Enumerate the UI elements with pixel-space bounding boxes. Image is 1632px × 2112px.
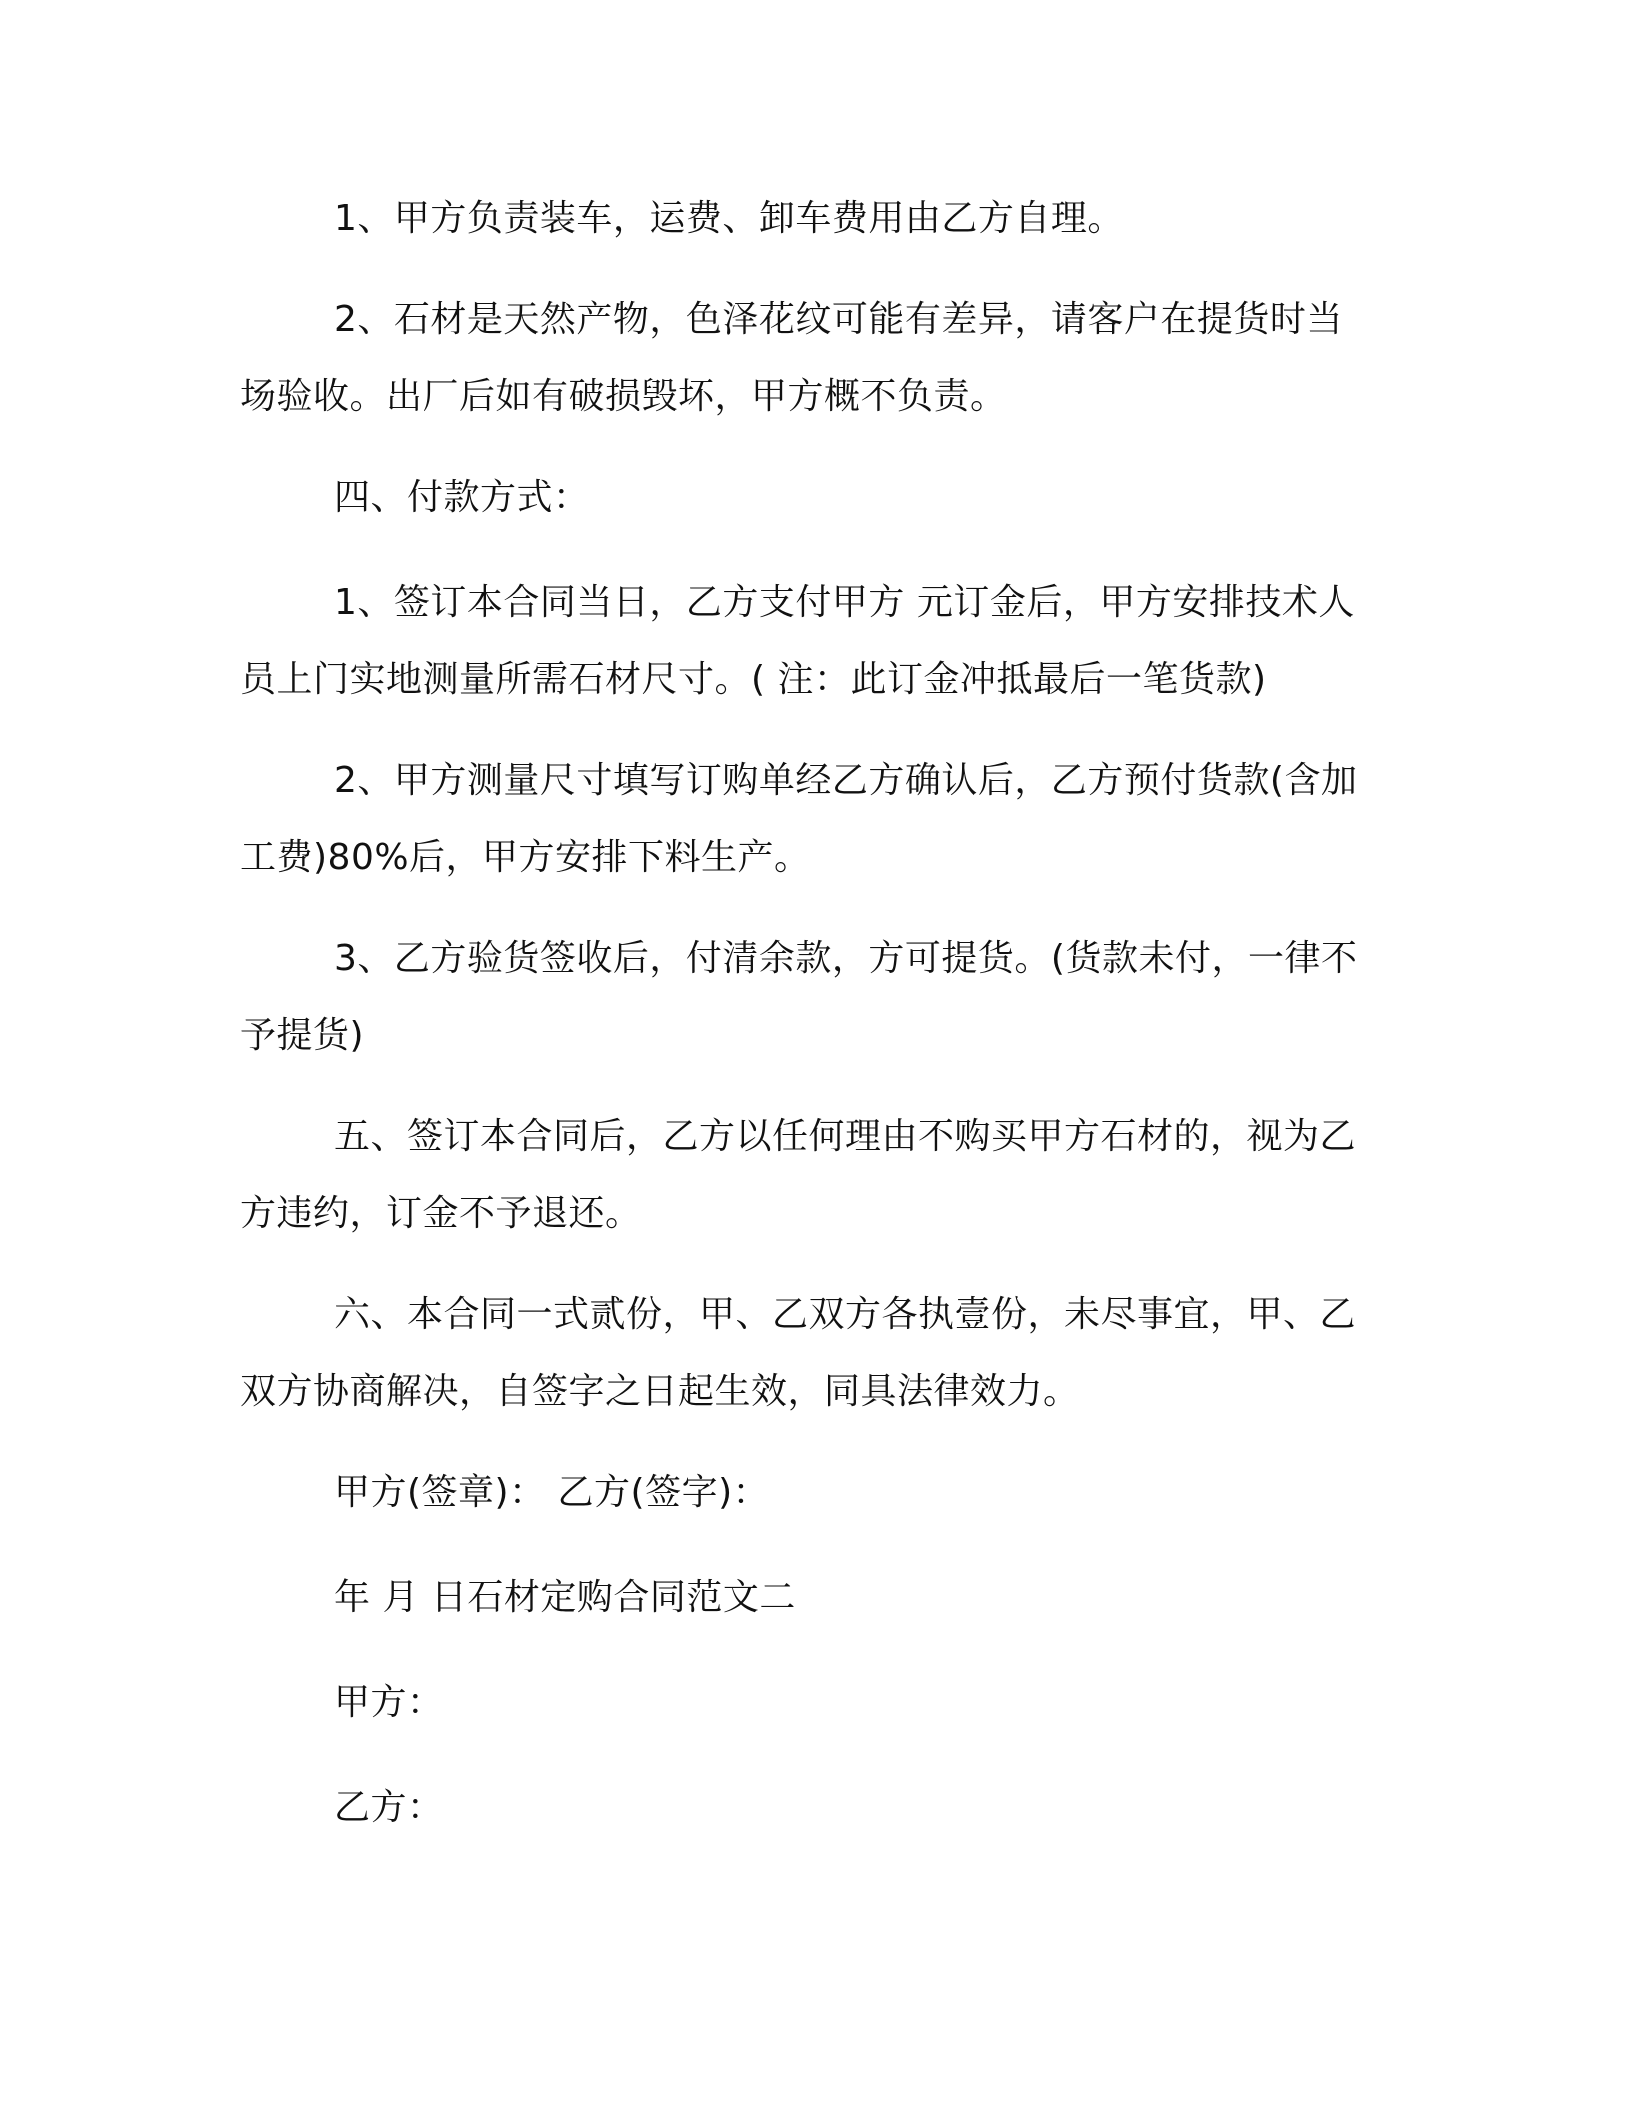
clause-prepayment: 2、甲方测量尺寸填写订购单经乙方确认后，乙方预付货款(含加工费)80%后，甲方安排下料生产。 bbox=[240, 760, 1358, 878]
signature-line: 甲方(签章)： 乙方(签字)： bbox=[334, 1472, 770, 1513]
party-b-label: 乙方： bbox=[334, 1787, 444, 1828]
clause-balance-payment: 3、乙方验货签收后，付清余款，方可提货。(货款未付，一律不予提货) bbox=[240, 938, 1358, 1056]
clause-deposit: 1、签订本合同当日，乙方支付甲方 元订金后，甲方安排技术人员上门实地测量所需石材尺寸。( 注：此订金冲抵最后一笔货款) bbox=[240, 582, 1355, 700]
document-body bbox=[240, 180, 1370, 1874]
clause-breach: 五、签订本合同后，乙方以任何理由不购买甲方石材的，视为乙方违约，订金不予退还。 bbox=[240, 1116, 1357, 1234]
clause-natural-stone-inspection: 2、石材是天然产物，色泽花纹可能有差异，请客户在提货时当场验收。出厂后如有破损毁坏，甲方概不负责。 bbox=[240, 299, 1343, 417]
clause-loading-fees: 1、甲方负责装车，运费、卸车费用由乙方自理。 bbox=[334, 198, 1124, 239]
clause-copies-effect: 六、本合同一式贰份，甲、乙双方各执壹份，未尽事宜，甲、乙双方协商解决，自签字之日起生效，同具法律效力。 bbox=[240, 1294, 1357, 1412]
date-and-next-title: 年 月 日石材定购合同范文二 bbox=[334, 1577, 796, 1618]
section-payment-method-heading: 四、付款方式： bbox=[334, 477, 590, 518]
party-a-label: 甲方： bbox=[334, 1682, 444, 1723]
